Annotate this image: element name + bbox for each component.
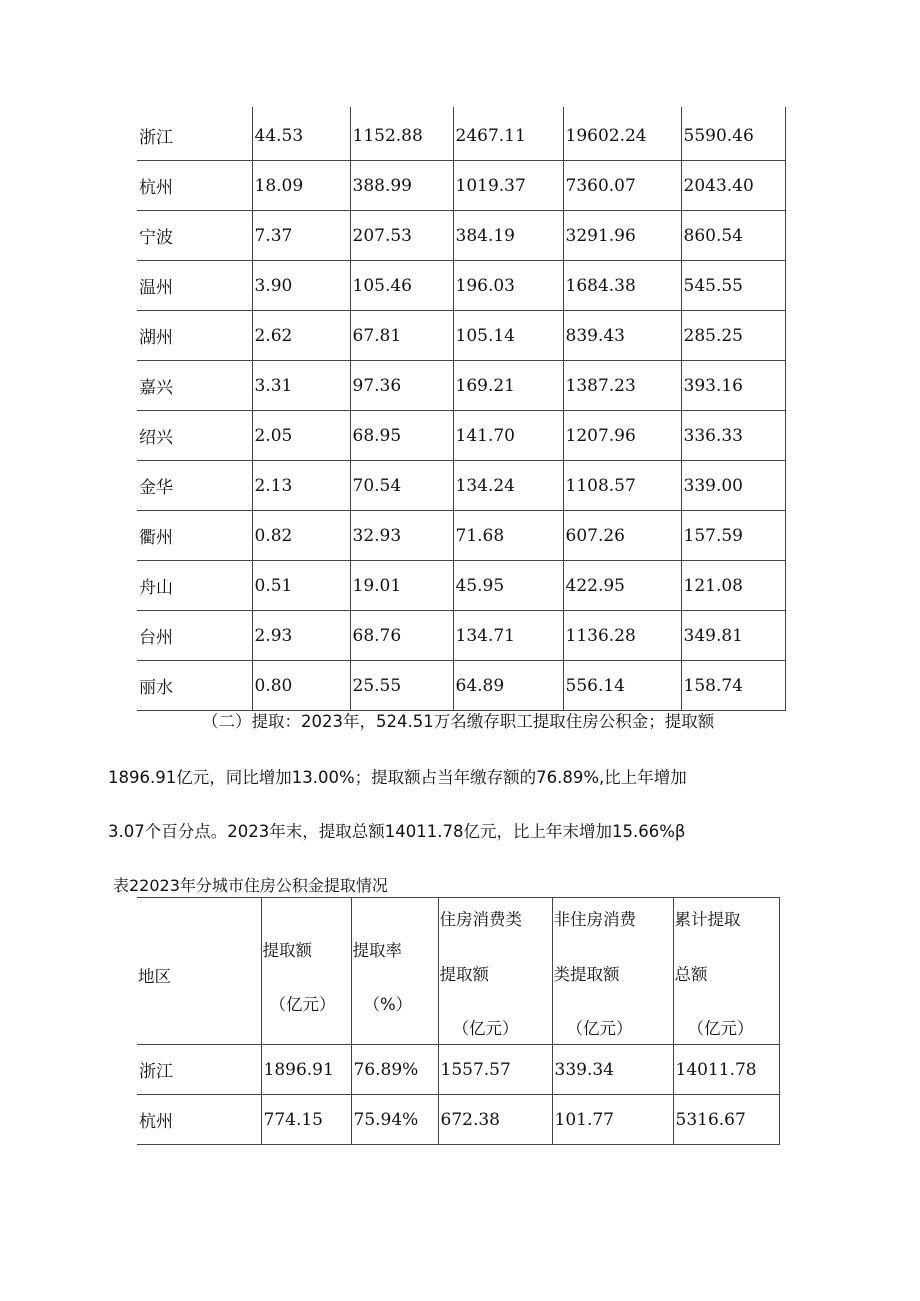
value-cell: 105.46	[350, 261, 453, 311]
region-cell: 丽水	[137, 661, 252, 711]
value-cell: 157.59	[681, 511, 785, 561]
header-non-housing-2: 类提取额	[553, 965, 620, 984]
header-housing-consumption-unit: （亿元）	[452, 1019, 519, 1038]
value-cell: 607.26	[563, 511, 681, 561]
value-cell: 1387.23	[563, 361, 681, 411]
value-cell: 384.19	[453, 211, 563, 261]
value-cell: 1136.28	[563, 611, 681, 661]
value-cell: 18.09	[252, 161, 350, 211]
table-row	[137, 411, 785, 461]
paragraph-line-1: （二）提取：2023年，524.51万名缴存职工提取住房公积金；提取额	[202, 712, 715, 731]
paragraph-line-3: 3.07个百分点。2023年末，提取总额14011.78亿元，比上年末增加15.66%β	[108, 822, 686, 841]
value-cell: 336.33	[681, 411, 785, 461]
value-cell: 5590.46	[681, 107, 785, 161]
region-cell: 台州	[137, 611, 252, 661]
value-cell: 44.53	[252, 107, 350, 161]
value-cell: 5316.67	[673, 1095, 779, 1145]
city-deposit-table	[137, 107, 786, 711]
value-cell: 0.51	[252, 561, 350, 611]
value-cell: 2.05	[252, 411, 350, 461]
value-cell: 839.43	[563, 311, 681, 361]
value-cell: 774.15	[261, 1095, 351, 1145]
region-cell: 金华	[137, 461, 252, 511]
table-row	[137, 211, 785, 261]
table-row	[137, 461, 785, 511]
value-cell: 285.25	[681, 311, 785, 361]
value-cell: 860.54	[681, 211, 785, 261]
value-cell: 32.93	[350, 511, 453, 561]
value-cell: 105.14	[453, 311, 563, 361]
table-row	[137, 1095, 779, 1145]
city-withdrawal-table	[137, 897, 780, 1145]
region-cell: 杭州	[137, 1095, 261, 1145]
region-cell: 绍兴	[137, 411, 252, 461]
value-cell: 14011.78	[673, 1045, 779, 1095]
header-region: 地区	[138, 967, 171, 986]
value-cell: 76.89%	[351, 1045, 438, 1095]
value-cell: 207.53	[350, 211, 453, 261]
value-cell: 3.90	[252, 261, 350, 311]
region-cell: 宁波	[137, 211, 252, 261]
value-cell: 75.94%	[351, 1095, 438, 1145]
header-cumulative-2: 总额	[674, 965, 708, 984]
value-cell: 1557.57	[438, 1045, 552, 1095]
value-cell: 2.93	[252, 611, 350, 661]
value-cell: 134.71	[453, 611, 563, 661]
table-row	[137, 511, 785, 561]
value-cell: 672.38	[438, 1095, 552, 1145]
value-cell: 68.95	[350, 411, 453, 461]
value-cell: 0.80	[252, 661, 350, 711]
value-cell: 3.31	[252, 361, 350, 411]
value-cell: 7360.07	[563, 161, 681, 211]
value-cell: 388.99	[350, 161, 453, 211]
header-non-housing: 非住房消费	[553, 910, 636, 929]
value-cell: 422.95	[563, 561, 681, 611]
value-cell: 3291.96	[563, 211, 681, 261]
value-cell: 1207.96	[563, 411, 681, 461]
table-row	[137, 311, 785, 361]
value-cell: 64.89	[453, 661, 563, 711]
value-cell: 7.37	[252, 211, 350, 261]
header-withdrawal-amount: 提取额	[262, 941, 312, 960]
value-cell: 1896.91	[261, 1045, 351, 1095]
value-cell: 134.24	[453, 461, 563, 511]
value-cell: 101.77	[552, 1095, 673, 1145]
value-cell: 339.34	[552, 1045, 673, 1095]
value-cell: 70.54	[350, 461, 453, 511]
value-cell: 45.95	[453, 561, 563, 611]
table-row	[137, 561, 785, 611]
value-cell: 158.74	[681, 661, 785, 711]
region-cell: 温州	[137, 261, 252, 311]
value-cell: 339.00	[681, 461, 785, 511]
table-row	[137, 661, 785, 711]
header-withdrawal-amount-unit: （亿元）	[269, 995, 336, 1014]
value-cell: 71.68	[453, 511, 563, 561]
table2-caption: 表22023年分城市住房公积金提取情况	[113, 876, 388, 895]
region-cell: 浙江	[137, 1045, 261, 1095]
value-cell: 169.21	[453, 361, 563, 411]
header-housing-consumption-2: 提取额	[439, 965, 489, 984]
table-row	[137, 611, 785, 661]
value-cell: 556.14	[563, 661, 681, 711]
table2-header-row	[137, 898, 779, 1045]
value-cell: 97.36	[350, 361, 453, 411]
value-cell: 2.13	[252, 461, 350, 511]
value-cell: 67.81	[350, 311, 453, 361]
value-cell: 349.81	[681, 611, 785, 661]
region-cell: 浙江	[137, 107, 252, 161]
value-cell: 1152.88	[350, 107, 453, 161]
table-row	[137, 361, 785, 411]
table-row	[137, 161, 785, 211]
header-non-housing-unit: （亿元）	[566, 1019, 633, 1038]
value-cell: 393.16	[681, 361, 785, 411]
value-cell: 1684.38	[563, 261, 681, 311]
header-cumulative: 累计提取	[674, 910, 741, 929]
table-row	[137, 1045, 779, 1095]
value-cell: 141.70	[453, 411, 563, 461]
region-cell: 湖州	[137, 311, 252, 361]
value-cell: 1108.57	[563, 461, 681, 511]
value-cell: 1019.37	[453, 161, 563, 211]
header-withdrawal-rate-unit: （%）	[363, 995, 413, 1014]
header-cumulative-unit: （亿元）	[687, 1019, 754, 1038]
table-row	[137, 107, 785, 161]
value-cell: 2467.11	[453, 107, 563, 161]
value-cell: 68.76	[350, 611, 453, 661]
region-cell: 舟山	[137, 561, 252, 611]
value-cell: 196.03	[453, 261, 563, 311]
value-cell: 545.55	[681, 261, 785, 311]
value-cell: 0.82	[252, 511, 350, 561]
paragraph-line-2: 1896.91亿元，同比增加13.00%；提取额占当年缴存额的76.89%,比上年增加	[108, 768, 687, 787]
value-cell: 121.08	[681, 561, 785, 611]
region-cell: 衢州	[137, 511, 252, 561]
header-withdrawal-rate: 提取率	[352, 941, 402, 960]
value-cell: 2043.40	[681, 161, 785, 211]
region-cell: 嘉兴	[137, 361, 252, 411]
table-row	[137, 261, 785, 311]
value-cell: 25.55	[350, 661, 453, 711]
region-cell: 杭州	[137, 161, 252, 211]
header-housing-consumption: 住房消费类	[439, 910, 522, 929]
value-cell: 19602.24	[563, 107, 681, 161]
value-cell: 19.01	[350, 561, 453, 611]
value-cell: 2.62	[252, 311, 350, 361]
